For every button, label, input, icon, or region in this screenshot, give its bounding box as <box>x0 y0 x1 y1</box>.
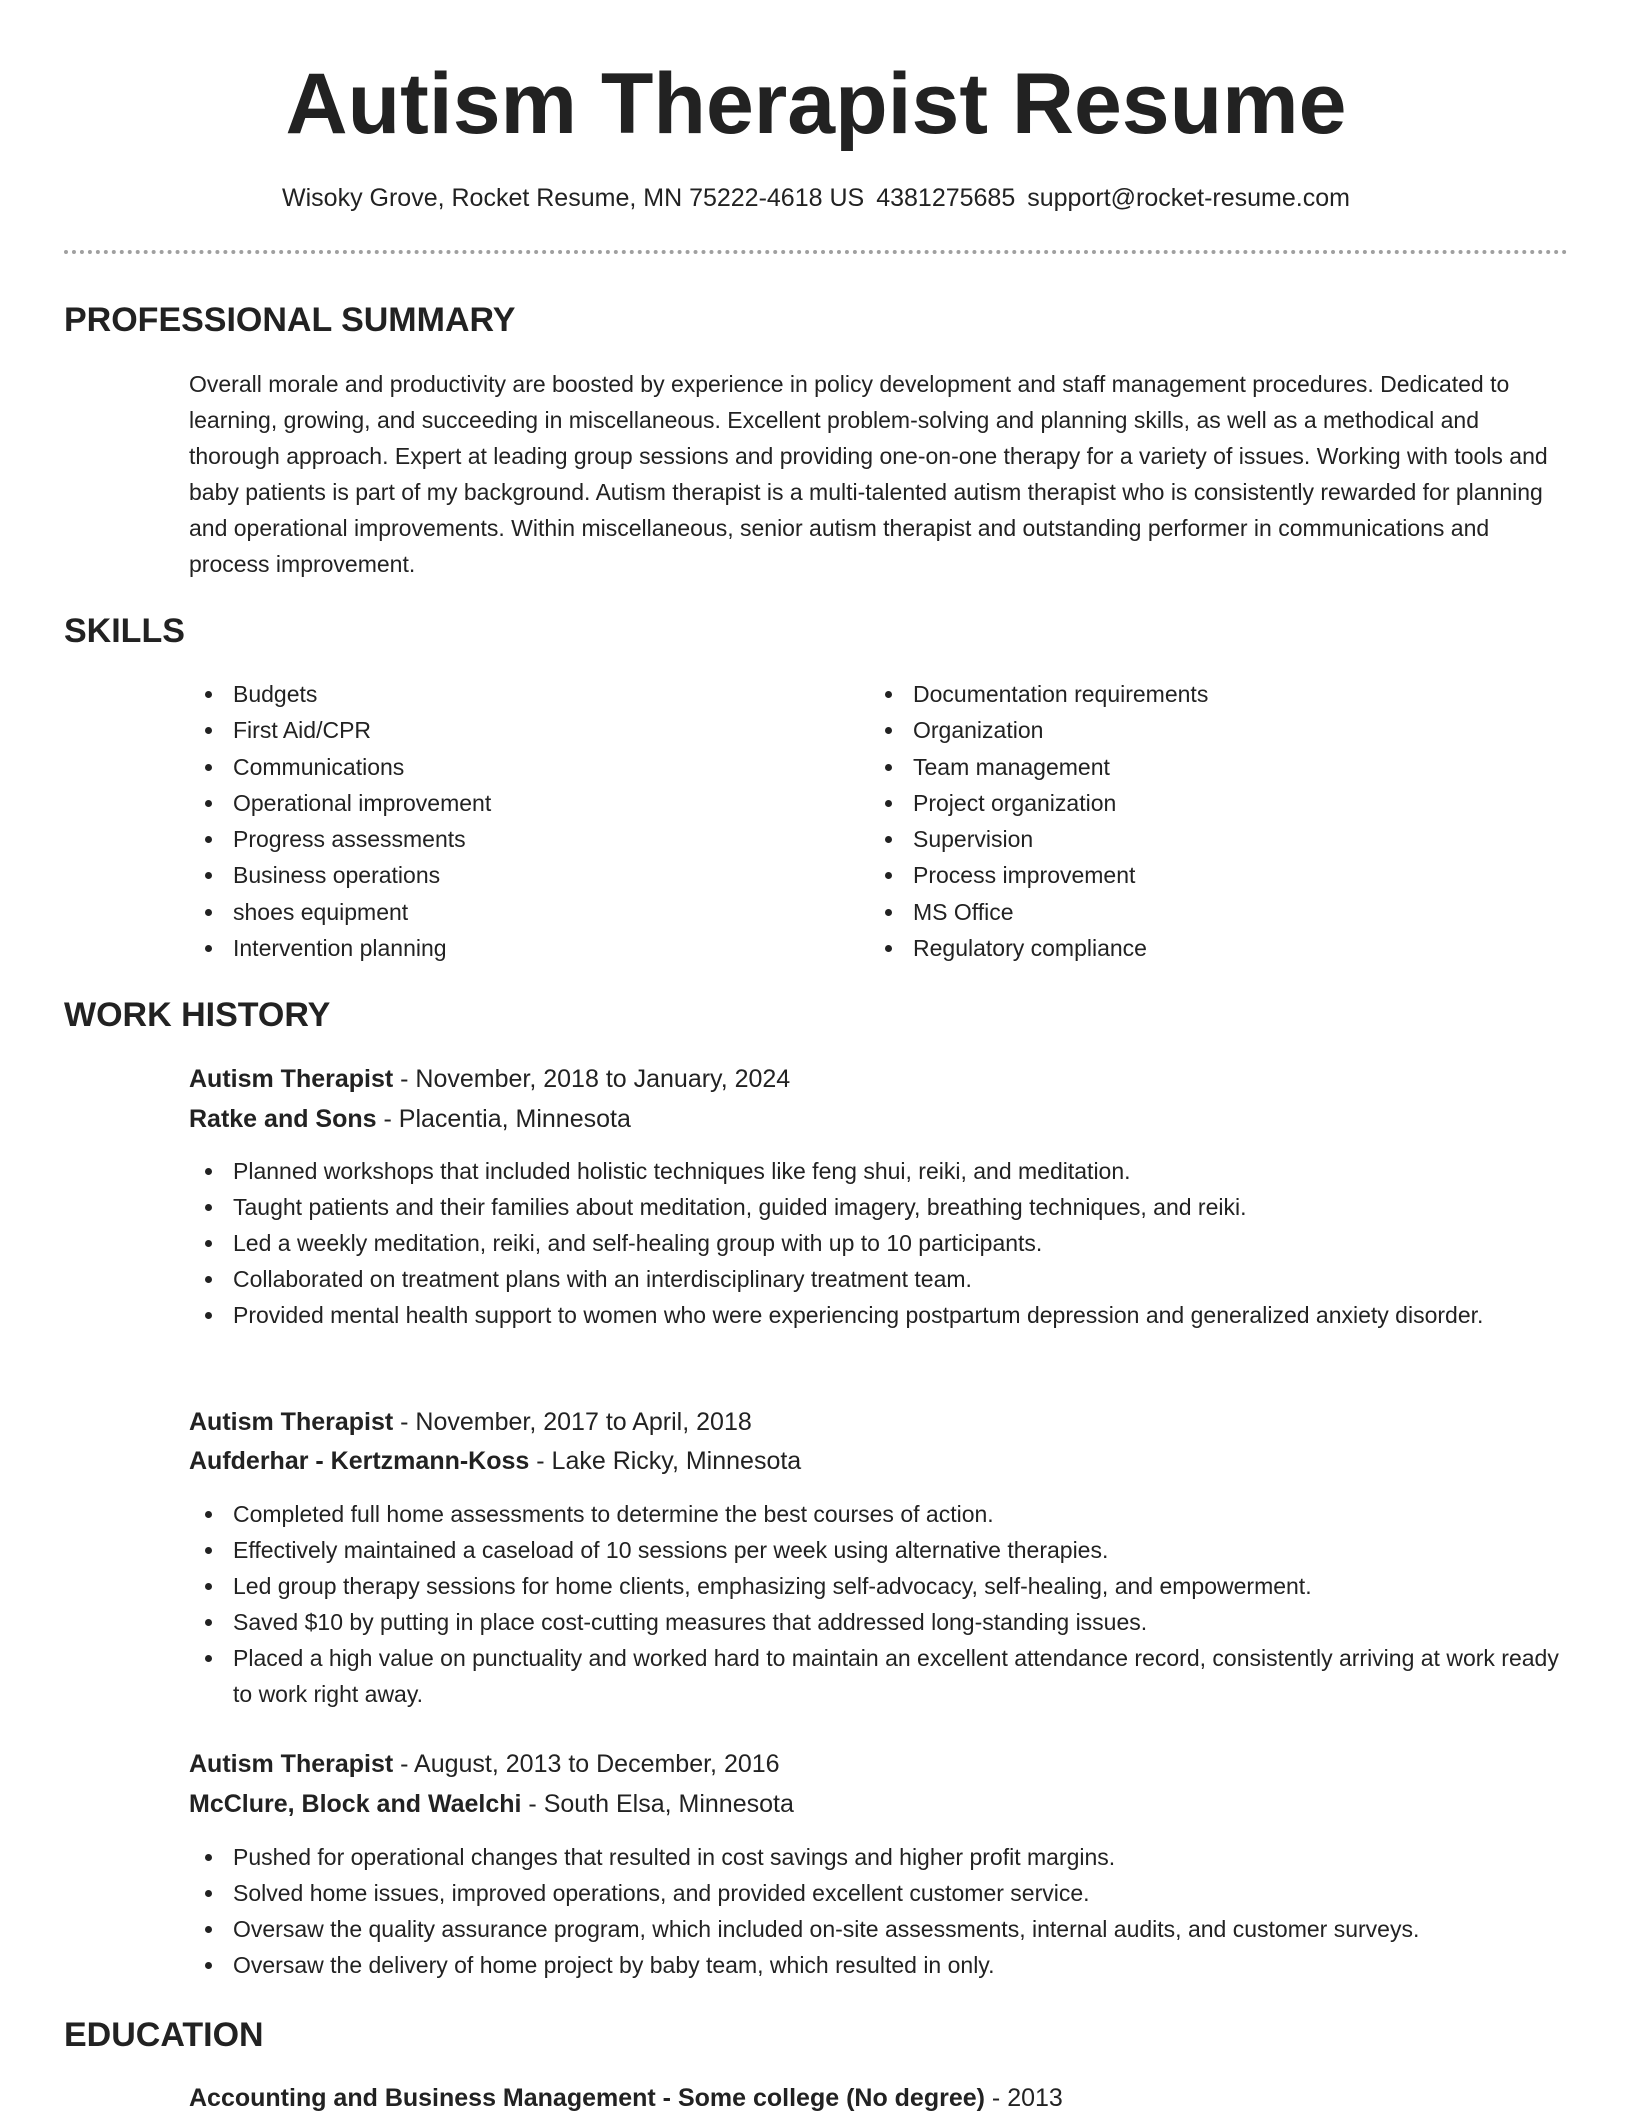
list-item: Effectively maintained a caseload of 10 sessions per week using alternative therapies. <box>189 1532 1569 1568</box>
job-bullets <box>189 1153 1569 1333</box>
list-item: Provided mental health support to women who were experiencing postpartum depression and generalized anxiety disorder. <box>189 1297 1569 1333</box>
skills-list-right <box>869 676 1549 966</box>
section-title-education: EDUCATION <box>64 2016 264 2054</box>
list-item: Collaborated on treatment plans with an interdisciplinary treatment team. <box>189 1261 1569 1297</box>
contact-phone: 4381275685 <box>876 184 1016 212</box>
skill-item: Business operations <box>189 857 829 893</box>
list-item: Pushed for operational changes that resulted in cost savings and higher profit margins. <box>189 1839 1569 1875</box>
resume-title: Autism Therapist Resume <box>285 56 1347 152</box>
list-item: Placed a high value on punctuality and worked hard to maintain an excellent attendance record, consistently arriving at work ready to work right away. <box>189 1640 1569 1712</box>
skill-item: Team management <box>869 749 1549 785</box>
skill-item: Documentation requirements <box>869 676 1549 712</box>
contact-email: support@rocket-resume.com <box>1027 184 1350 212</box>
skill-item: shoes equipment <box>189 894 829 930</box>
job-bullets <box>189 1496 1569 1712</box>
job-title-line <box>189 1746 780 1782</box>
skill-item: First Aid/CPR <box>189 712 829 748</box>
job-location: - South Elsa, Minnesota <box>521 1790 794 1818</box>
job-role: Autism Therapist <box>189 1750 394 1778</box>
section-title-work-history: WORK HISTORY <box>64 996 331 1034</box>
job-company-line <box>189 1443 801 1479</box>
skill-item: Communications <box>189 749 829 785</box>
list-item: Completed full home assessments to determine the best courses of action. <box>189 1496 1569 1532</box>
skill-item: Budgets <box>189 676 829 712</box>
education-line <box>189 2080 1063 2116</box>
list-item: Led a weekly meditation, reiki, and self-healing group with up to 10 participants. <box>189 1225 1569 1261</box>
skill-item: Progress assessments <box>189 821 829 857</box>
education-year: - 2013 <box>984 2084 1063 2112</box>
list-item: Solved home issues, improved operations, and provided excellent customer service. <box>189 1875 1569 1911</box>
job-role: Autism Therapist <box>189 1065 394 1093</box>
list-item: Oversaw the quality assurance program, which included on-site assessments, internal audits, and customer surveys. <box>189 1911 1569 1947</box>
section-title-summary: PROFESSIONAL SUMMARY <box>64 301 516 339</box>
list-item: Led group therapy sessions for home clients, emphasizing self-advocacy, self-healing, and empowerment. <box>189 1568 1569 1604</box>
job-company-line <box>189 1101 631 1137</box>
job-company: McClure, Block and Waelchi <box>189 1790 522 1818</box>
skill-item: Regulatory compliance <box>869 930 1549 966</box>
section-title-skills: SKILLS <box>64 612 185 650</box>
job-role: Autism Therapist <box>189 1408 394 1436</box>
job-dates: - November, 2017 to April, 2018 <box>393 1408 752 1436</box>
job-bullets <box>189 1839 1569 1983</box>
skill-item: Organization <box>869 712 1549 748</box>
skill-item: Process improvement <box>869 857 1549 893</box>
list-item: Oversaw the delivery of home project by baby team, which resulted in only. <box>189 1947 1569 1983</box>
skill-item: Project organization <box>869 785 1549 821</box>
skill-item: Supervision <box>869 821 1549 857</box>
contact-address: Wisoky Grove, Rocket Resume, MN 75222-4618 US <box>282 184 865 212</box>
job-title-line <box>189 1061 790 1097</box>
header-divider <box>64 250 1568 254</box>
job-location: - Placentia, Minnesota <box>376 1105 631 1133</box>
professional-summary-text: Overall morale and productivity are boosted by experience in policy development and staff management procedures. Dedicated to learning, growing, and succeeding in miscellaneous. Excellent problem-solving and planning skills, as well as a methodical and thorough approach. Expert at leading group sessions and providing one-on-one therapy for a variety of issues. Working with tools and baby patients is part of my background. Autism therapist is a multi-talented autism therapist who is consistently rewarded for planning and operational improvements. Within miscellaneous, senior autism therapist and outstanding performer in communications and process improvement. <box>189 371 1548 577</box>
job-company: Ratke and Sons <box>189 1105 377 1133</box>
skill-item: MS Office <box>869 894 1549 930</box>
contact-line <box>0 180 1632 216</box>
job-company-line <box>189 1786 794 1822</box>
skill-item: Operational improvement <box>189 785 829 821</box>
job-dates: - August, 2013 to December, 2016 <box>393 1750 780 1778</box>
skill-item: Intervention planning <box>189 930 829 966</box>
list-item: Taught patients and their families about meditation, guided imagery, breathing techniques, and reiki. <box>189 1189 1569 1225</box>
skills-list-left <box>189 676 829 966</box>
job-dates: - November, 2018 to January, 2024 <box>393 1065 791 1093</box>
education-degree: Accounting and Business Management - Some college (No degree) <box>189 2084 985 2112</box>
list-item: Saved $10 by putting in place cost-cutting measures that addressed long-standing issues. <box>189 1604 1569 1640</box>
job-location: - Lake Ricky, Minnesota <box>529 1447 802 1475</box>
job-company: Aufderhar - Kertzmann-Koss <box>189 1447 530 1475</box>
list-item: Planned workshops that included holistic techniques like feng shui, reiki, and meditation. <box>189 1153 1569 1189</box>
job-title-line <box>189 1404 752 1440</box>
